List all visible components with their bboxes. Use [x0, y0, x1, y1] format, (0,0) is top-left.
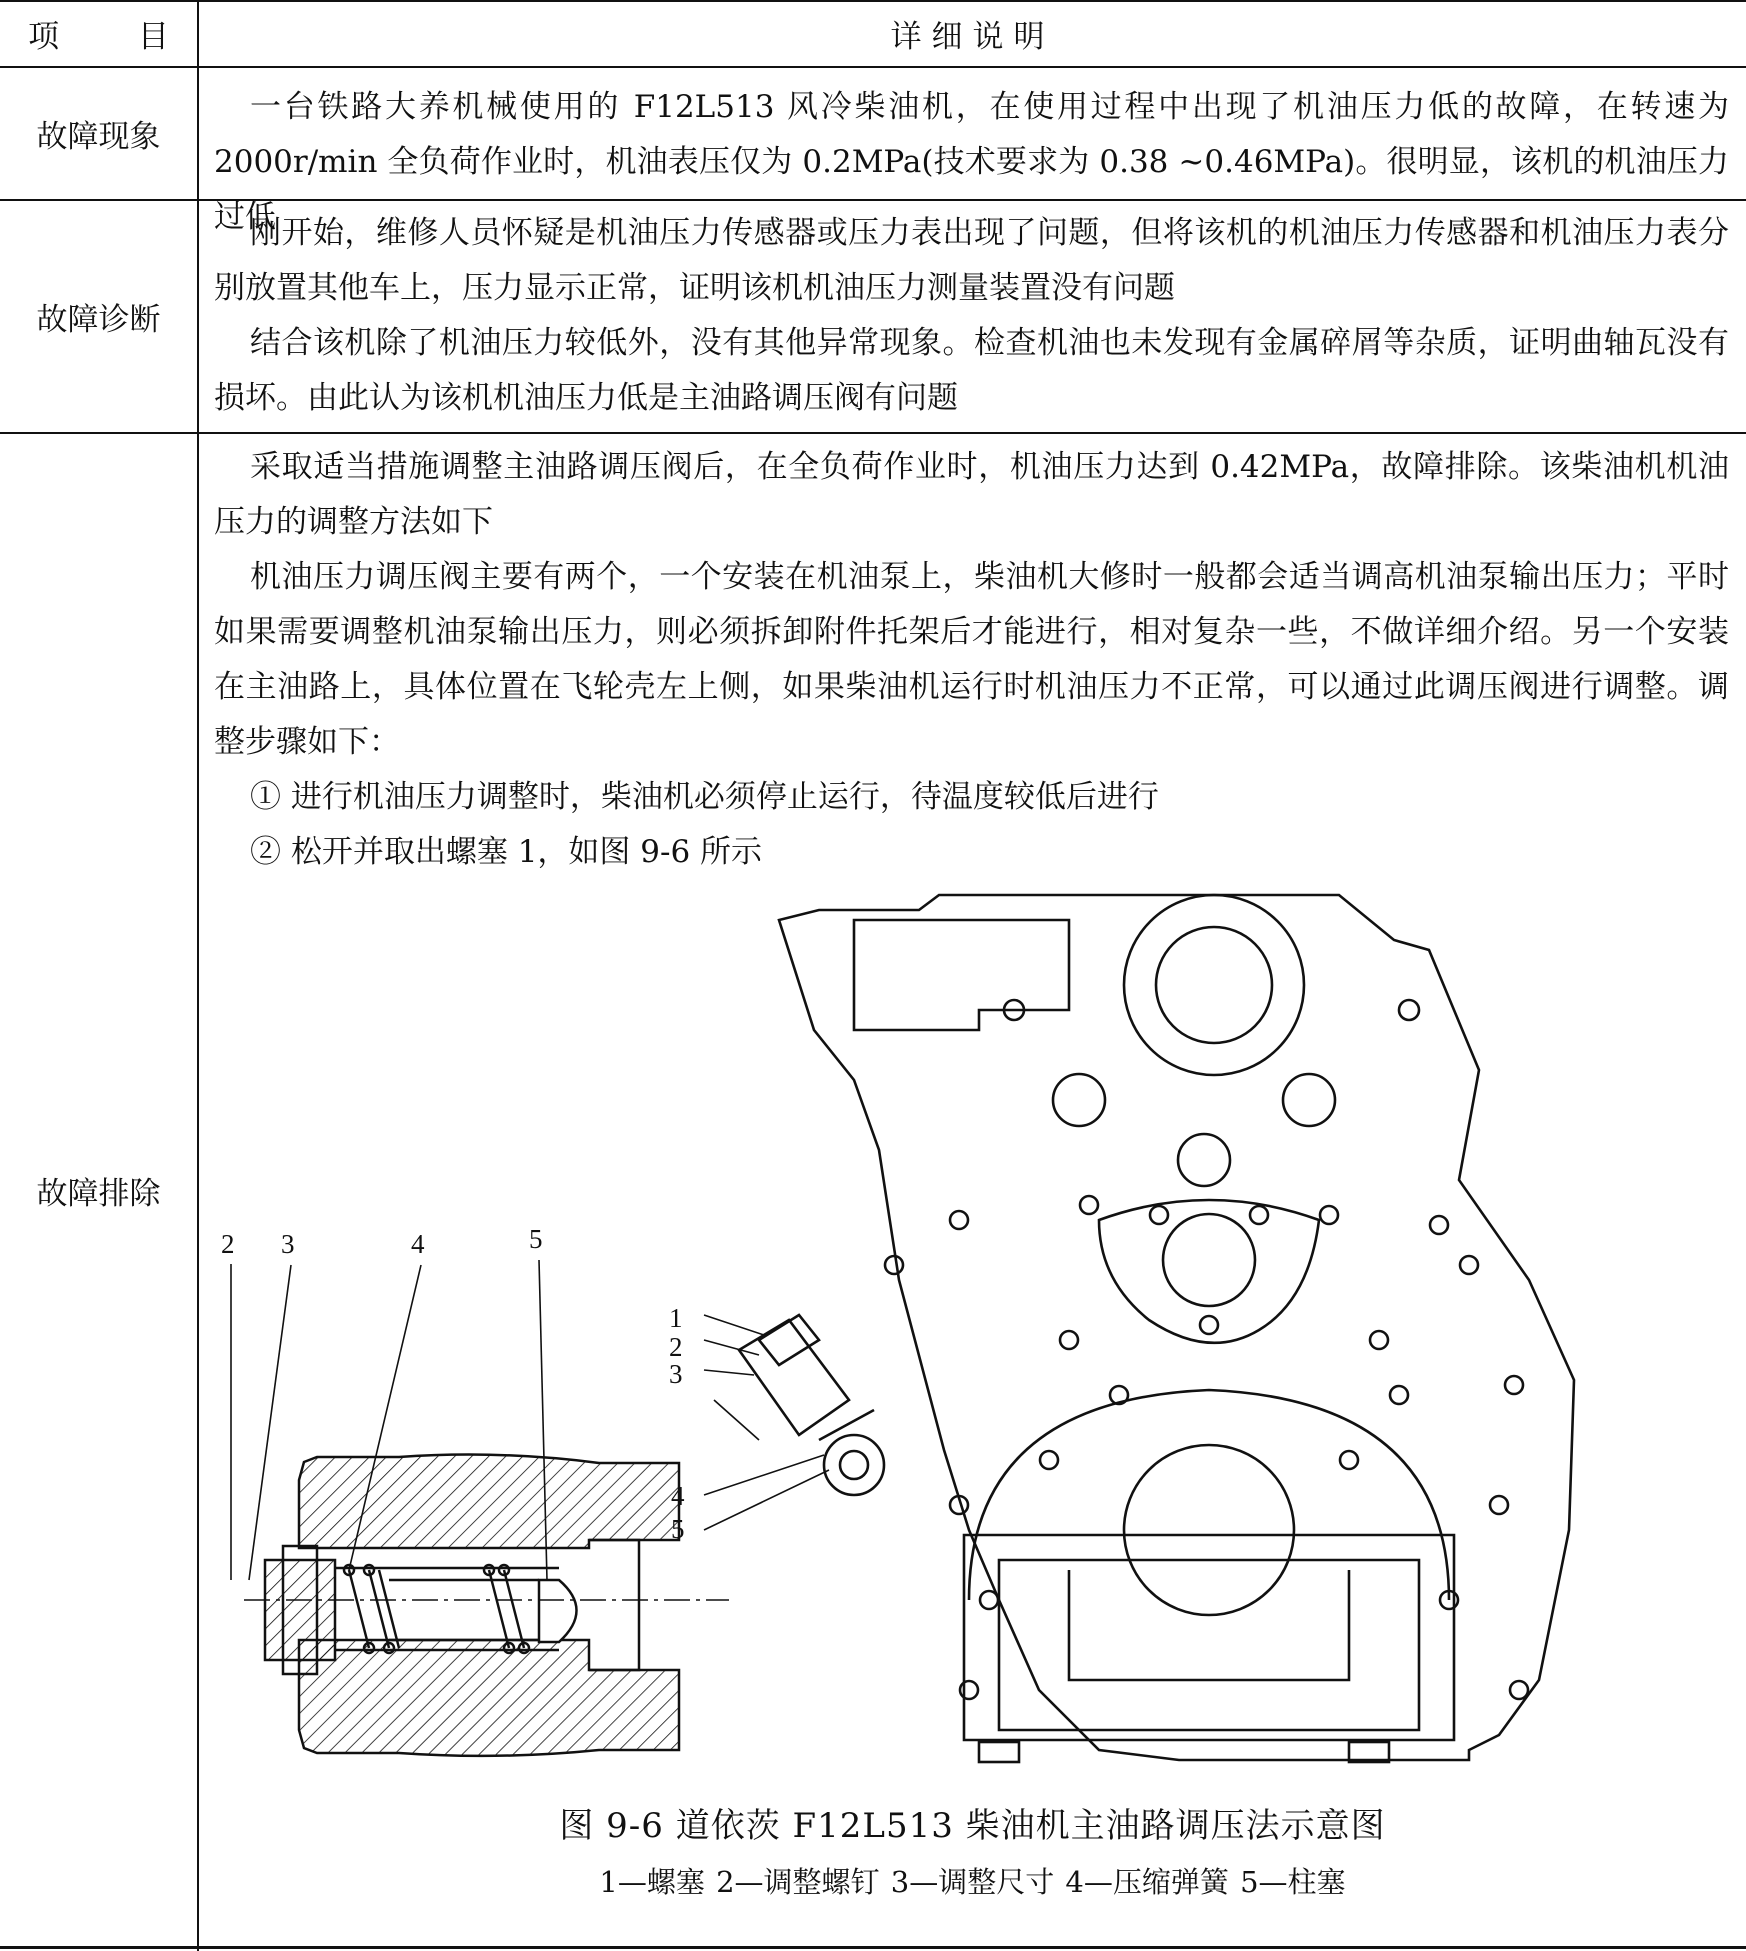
label-1: 1	[669, 1303, 683, 1333]
figure-9-6-diagram	[199, 880, 1746, 1930]
row-label-symptom	[0, 68, 197, 199]
label-3: 3	[669, 1359, 683, 1389]
paragraph: 结合该机除了机油压力较低外，没有其他异常现象。检查机油也未发现有金属碎屑等杂质，证明曲轴瓦没有损坏。由此认为该机机油压力低是主油路调压阀有问题	[214, 325, 1729, 416]
label-5: 5	[671, 1514, 685, 1544]
step-item: ① 进行机油压力调整时，柴油机必须停止运行，待温度较低后进行	[250, 779, 1159, 815]
paragraph: 机油压力调压阀主要有两个，一个安装在机油泵上，柴油机大修时一般都会适当调高机油泵输出压力；平时如果需要调整机油泵输出压力，则必须拆卸附件托架后才能进行，相对复杂一些，不做详细介绍。另一个安装在主油路上，具体位置在飞轮壳左上侧，如果柴油机运行时机油压力不正常，可以通过此调压阀进行调整。调整步骤如下：	[214, 559, 1729, 760]
step-item: ② 松开并取出螺塞 1，如图 9-6 所示	[250, 834, 763, 870]
label-5: 5	[529, 1224, 543, 1254]
label-2: 2	[669, 1332, 683, 1362]
header-item-column	[0, 0, 197, 66]
flywheel-housing-drawing	[704, 895, 1574, 1762]
paragraph: 采取适当措施调整主油路调压阀后，在全负荷作业时，机油压力达到 0.42MPa，故障排除。该柴油机机油压力的调整方法如下	[214, 449, 1729, 540]
row-content-diagnosis	[214, 206, 1729, 426]
header-item-label: 项 目	[28, 18, 169, 55]
row-label-repair	[0, 434, 197, 1946]
valve-cross-section	[231, 1260, 729, 1756]
row-label-text: 故障现象	[36, 119, 161, 155]
paragraph: 一台铁路大养机械使用的 F12L513 风冷柴油机，在使用过程中出现了机油压力低的故障，在转速为 2000r/min 全负荷作业时，机油表压仅为 0.2MPa(技术要求为 0.38 ~0.46MPa)。很明显，该机的机油压力过低	[214, 89, 1729, 235]
header-divider	[0, 66, 1746, 68]
row-divider-2	[0, 432, 1746, 434]
label-2: 2	[221, 1229, 235, 1259]
table-bottom-border	[0, 1946, 1746, 1949]
figure-caption-legend: 1—螺塞 2—调整螺钉 3—调整尺寸 4—压缩弹簧 5—柱塞	[599, 1865, 1346, 1899]
figure-caption-title: 图 9-6 道依茨 F12L513 柴油机主油路调压法示意图	[559, 1806, 1386, 1846]
row-content-repair	[214, 440, 1729, 880]
right-part-labels	[669, 1303, 685, 1544]
row-label-text: 故障诊断	[36, 302, 161, 338]
label-3: 3	[281, 1229, 295, 1259]
label-4: 4	[411, 1229, 425, 1259]
header-detail-label: 详细说明	[890, 18, 1055, 55]
row-label-text: 故障排除	[36, 1175, 161, 1212]
header-detail-column	[199, 0, 1746, 66]
left-part-labels	[221, 1224, 543, 1259]
paragraph: 刚开始，维修人员怀疑是机油压力传感器或压力表出现了问题，但将该机的机油压力传感器和机油压力表分别放置其他车上，压力显示正常，证明该机机油压力测量装置没有问题	[214, 215, 1729, 306]
row-label-diagnosis	[0, 201, 197, 432]
label-4: 4	[671, 1481, 685, 1511]
